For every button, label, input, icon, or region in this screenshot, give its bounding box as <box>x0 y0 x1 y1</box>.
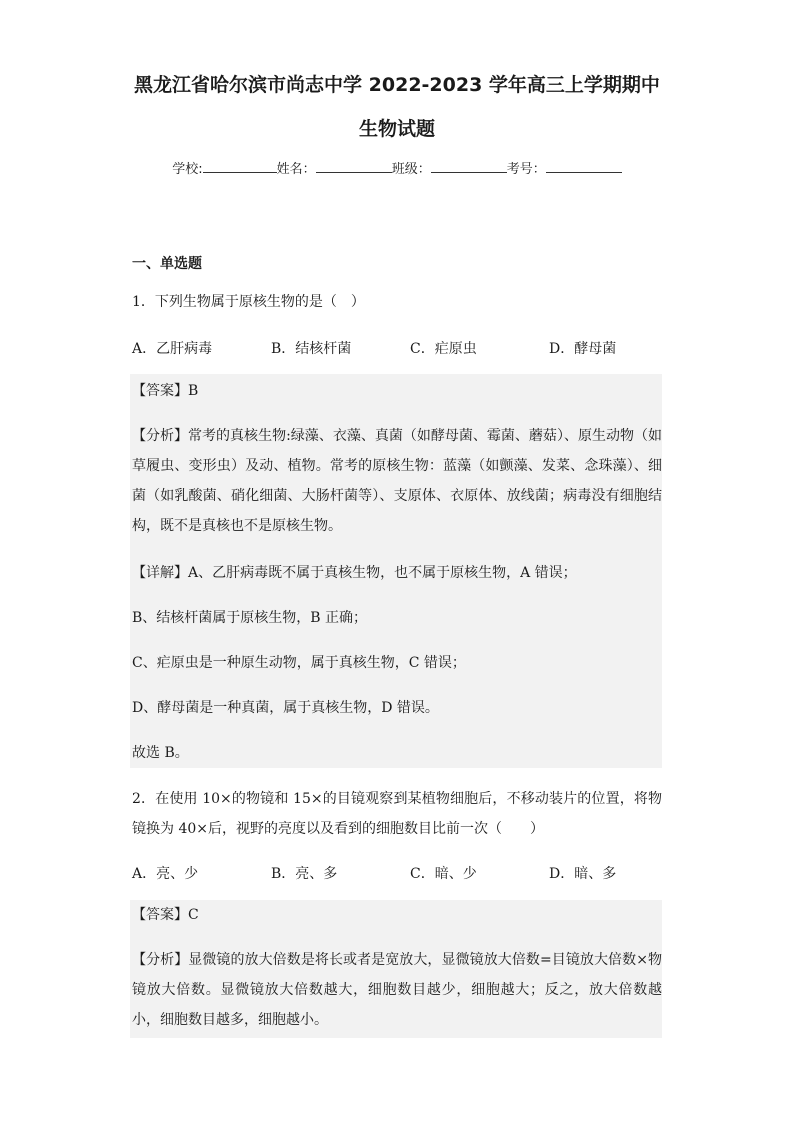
option-c[interactable]: C．暗、少 <box>410 866 477 882</box>
option-d[interactable]: D．酵母菌 <box>549 341 617 357</box>
option-c[interactable]: C．疟原虫 <box>410 341 477 357</box>
option-a[interactable]: A．乙肝病毒 <box>132 341 213 357</box>
question-2-answer: 【答案】C <box>132 907 199 923</box>
student-info-row <box>0 158 794 177</box>
option-a[interactable]: A．亮、少 <box>132 866 199 882</box>
class-blank[interactable] <box>431 158 507 173</box>
option-b[interactable]: B．结核杆菌 <box>271 341 352 357</box>
question-1-detail-3: C、疟原虫是一种原生动物，属于真核生物，C 错误； <box>132 655 466 671</box>
question-1-detail-1: 【详解】A、乙肝病毒既不属于真核生物，也不属于原核生物，A 错误； <box>132 565 577 581</box>
question-1-conclusion: 故选 B。 <box>132 745 189 761</box>
question-1-stem: 1．下列生物属于原核生物的是（ ） <box>132 294 365 310</box>
option-d[interactable]: D．暗、多 <box>549 866 617 882</box>
exam-number-blank[interactable] <box>546 158 622 173</box>
school-blank[interactable] <box>203 158 277 173</box>
question-1-analysis: 【分析】常考的真核生物:绿藻、衣藻、真菌（如酵母菌、霉菌、蘑菇）、原生动物（如草履虫、变形虫）及动、植物。常考的原核生物：蓝藻（如颤藻、发菜、念珠藻）、细菌（如乳酸菌、硝化细菌、大肠杆菌等）、支原体、衣原体、放线菌；病毒没有细胞结构，既不是真核也不是原核生物。 <box>132 428 662 534</box>
question-2-analysis: 【分析】显微镜的放大倍数是将长或者是宽放大，显微镜放大倍数=目镜放大倍数×物镜放大倍数。显微镜放大倍数越大，细胞数目越少，细胞越大；反之，放大倍数越小，细胞数目越多，细胞越小。 <box>132 952 662 1028</box>
section-title: 一、单选题 <box>132 256 202 272</box>
question-2-stem: 2．在使用 10×的物镜和 15×的目镜观察到某植物细胞后，不移动装片的位置，将物镜换为 40×后，视野的亮度以及看到的细胞数目比前一次（ ） <box>132 791 662 837</box>
question-1-detail-4: D、酵母菌是一种真菌，属于真核生物，D 错误。 <box>132 700 439 716</box>
name-label: 姓名： <box>276 162 316 177</box>
option-b[interactable]: B．亮、多 <box>271 866 338 882</box>
exam-subtitle: 生物试题 <box>358 118 435 140</box>
school-label: 学校: <box>172 162 203 177</box>
question-1-detail-2: B、结核杆菌属于原核生物，B 正确； <box>132 610 368 626</box>
exam-title: 黑龙江省哈尔滨市尚志中学 2022-2023 学年高三上学期期中 <box>134 74 660 96</box>
name-blank[interactable] <box>316 158 392 173</box>
question-2-options <box>132 863 692 883</box>
question-1-answer: 【答案】B <box>132 383 199 399</box>
exam-number-label: 考号： <box>506 162 546 177</box>
class-label: 班级： <box>391 162 431 177</box>
question-1-options <box>132 338 692 358</box>
